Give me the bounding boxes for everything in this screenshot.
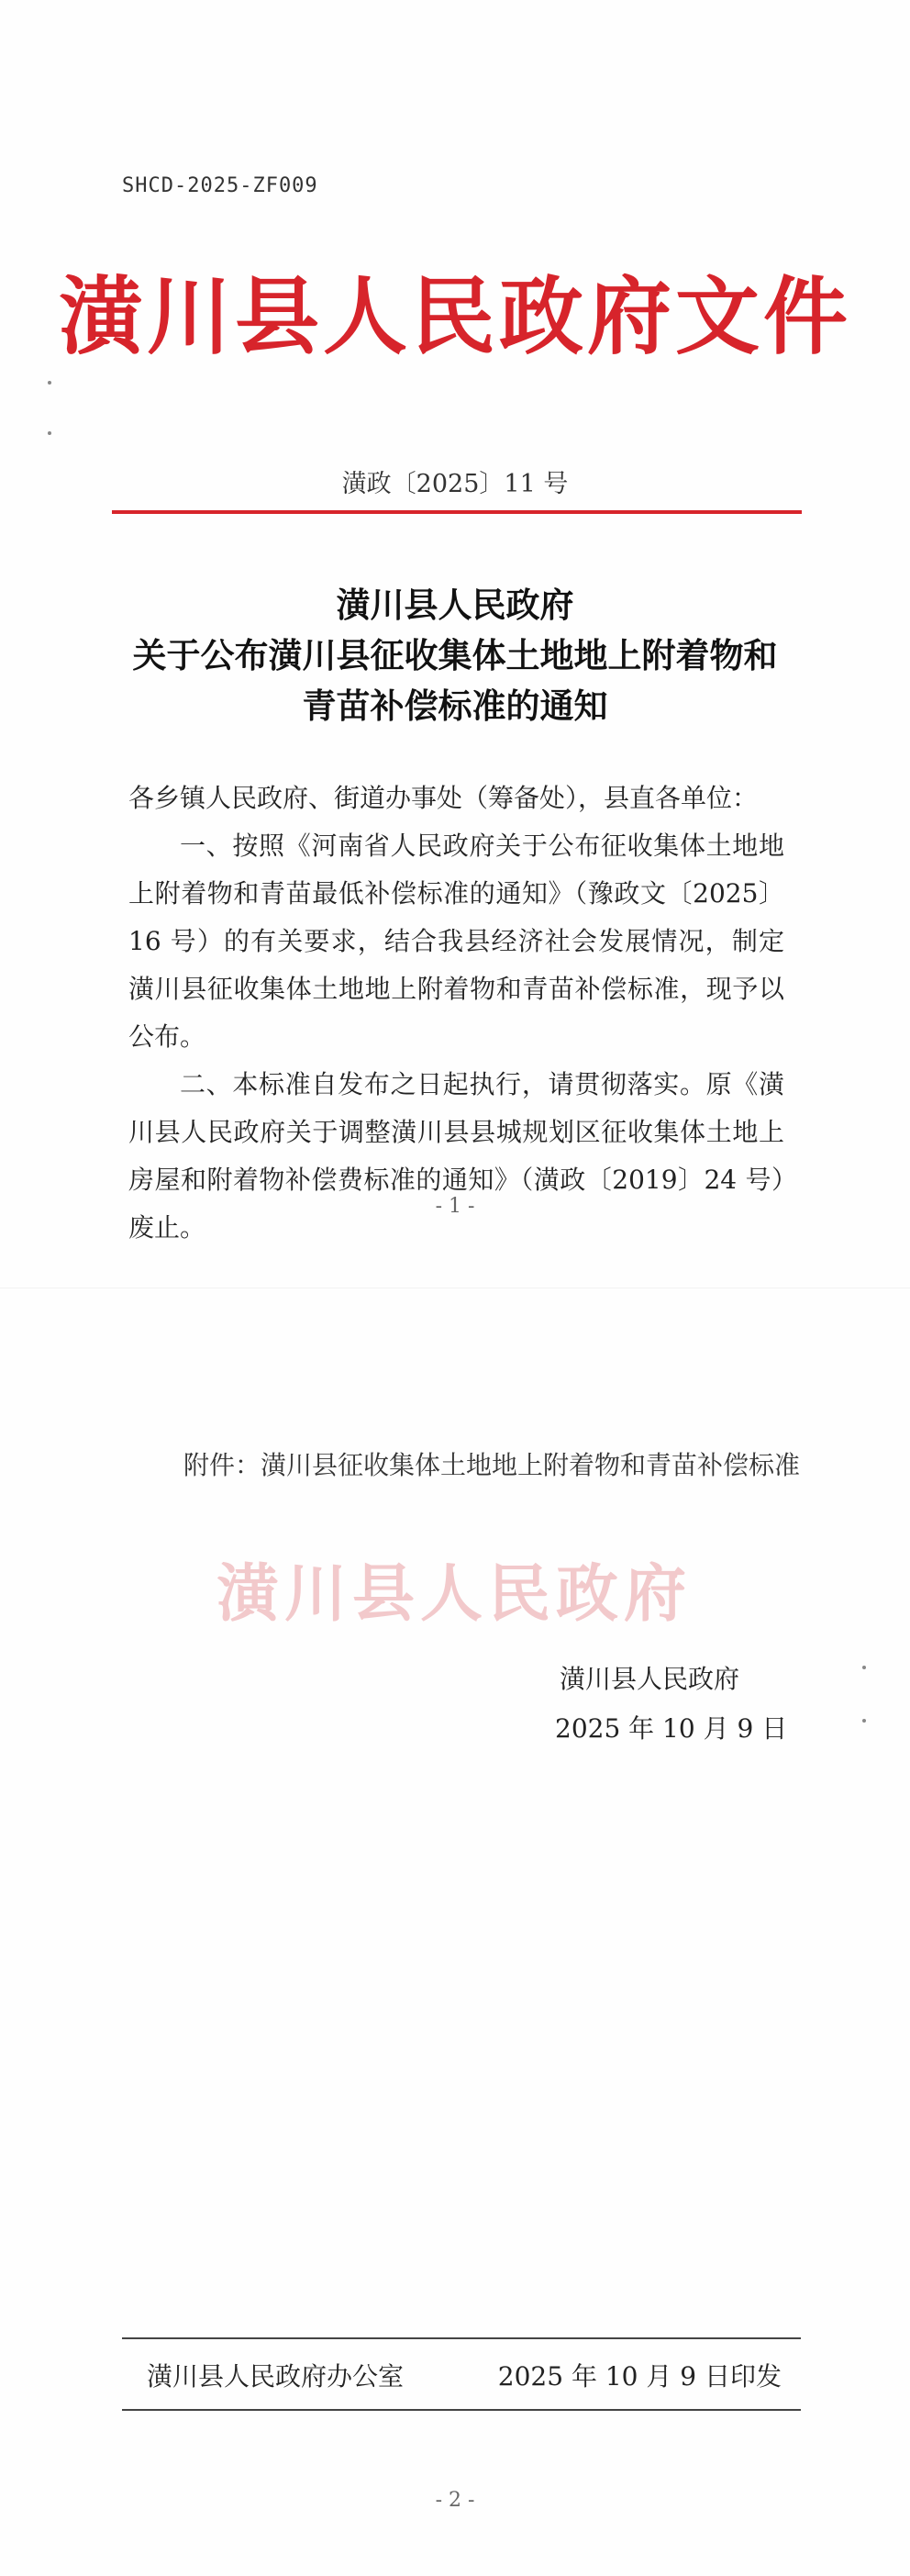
signature-date: 2025 年 10 月 9 日: [555, 1713, 788, 1744]
scan-speck: [862, 1719, 866, 1723]
notice-body: [128, 775, 784, 1252]
seal-text: 潢川县人民政府: [216, 1557, 693, 1631]
page-number-2: - 2 -: [435, 2489, 475, 2512]
masthead-title: 潢川县人民政府文件: [58, 267, 851, 366]
footer-top-rule: [122, 2337, 801, 2339]
footer-bottom-rule: [122, 2409, 801, 2411]
paragraph-2: 二、本标准自发布之日起执行，请贯彻落实。原《潢川县人民政府关于调整潢川县县城规划区征收集体土地上房屋和附着物补偿费标准的通知》（潢政〔2019〕24 号）废止。: [128, 1069, 784, 1243]
document-id-code: SHCD-2025-ZF009: [122, 174, 318, 197]
scan-speck: [48, 381, 51, 385]
scan-speck: [862, 1666, 866, 1669]
footer-issuer: 潢川县人民政府办公室: [147, 2361, 405, 2392]
document-number: 潢政〔2025〕11 号: [341, 470, 569, 498]
paragraph-1: 一、按照《河南省人民政府关于公布征收集体土地地上附着物和青苗最低补偿标准的通知》（豫政文〔2025〕16 号）的有关要求，结合我县经济社会发展情况，制定潢川县征收集体土地地上附着物和青苗补偿标准，现予以公布。: [128, 831, 784, 1052]
page-number-1: - 1 -: [435, 1195, 475, 1218]
title-line-3: 青苗补偿标准的通知: [302, 686, 608, 726]
attachment-line: 附件：潢川县征收集体土地地上附着物和青苗补偿标准: [183, 1450, 801, 1480]
red-divider-line: [112, 510, 802, 514]
title-line-1: 潢川县人民政府: [336, 585, 574, 625]
salutation: 各乡镇人民政府、街道办事处（筹备处），县直各单位：: [128, 783, 759, 813]
notice-title: [0, 580, 910, 731]
scan-speck: [48, 431, 51, 435]
official-seal-stamp: [161, 1551, 748, 1634]
signature-organization: 潢川县人民政府: [560, 1664, 740, 1694]
title-line-2: 关于公布潢川县征收集体土地地上附着物和: [132, 635, 778, 675]
footer-issue-date: 2025 年 10 月 9 日印发: [497, 2361, 782, 2392]
